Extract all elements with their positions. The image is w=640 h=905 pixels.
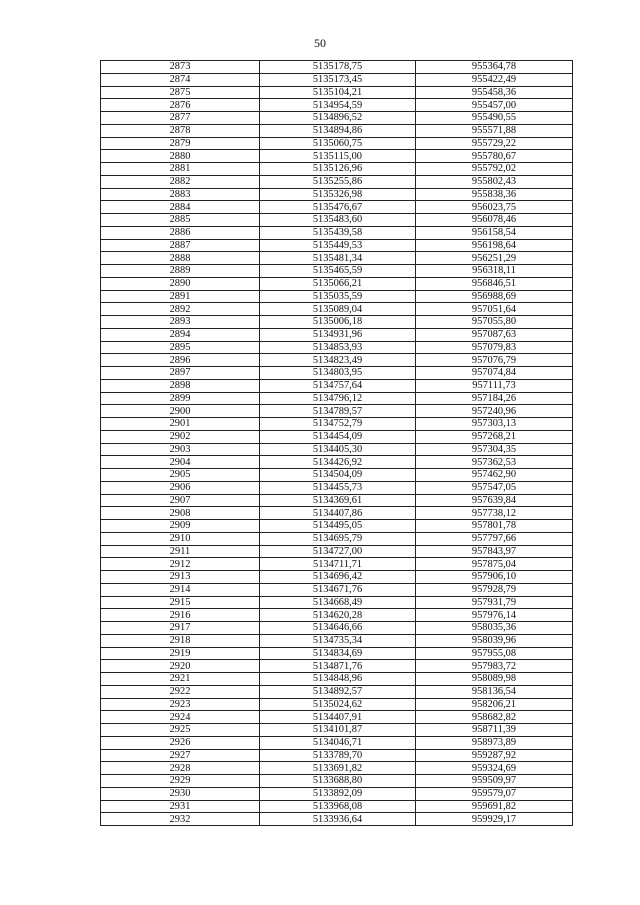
x-coordinate-cell: 5134954,59 <box>260 99 416 112</box>
table-row <box>101 124 573 137</box>
y-coordinate-cell: 955490,55 <box>416 112 573 125</box>
y-coordinate-cell: 956318,11 <box>416 265 573 278</box>
x-coordinate-cell: 5135104,21 <box>260 86 416 99</box>
table-row <box>101 418 573 431</box>
point-number-cell: 2882 <box>101 175 260 188</box>
x-coordinate-cell: 5134696,42 <box>260 571 416 584</box>
table-row <box>101 622 573 635</box>
point-number-cell: 2927 <box>101 749 260 762</box>
point-number-cell: 2895 <box>101 341 260 354</box>
point-number-cell: 2917 <box>101 622 260 635</box>
y-coordinate-cell: 955457,00 <box>416 99 573 112</box>
table-row <box>101 647 573 660</box>
point-number-cell: 2912 <box>101 558 260 571</box>
x-coordinate-cell: 5134407,86 <box>260 507 416 520</box>
table-row <box>101 430 573 443</box>
x-coordinate-cell: 5133691,82 <box>260 762 416 775</box>
table-row <box>101 265 573 278</box>
point-number-cell: 2879 <box>101 137 260 150</box>
x-coordinate-cell: 5134848,96 <box>260 673 416 686</box>
point-number-cell: 2887 <box>101 239 260 252</box>
x-coordinate-cell: 5135173,45 <box>260 73 416 86</box>
table-row <box>101 328 573 341</box>
point-number-cell: 2873 <box>101 61 260 74</box>
point-number-cell: 2891 <box>101 290 260 303</box>
table-row <box>101 379 573 392</box>
y-coordinate-cell: 958682,82 <box>416 711 573 724</box>
table-row <box>101 596 573 609</box>
table-row <box>101 583 573 596</box>
point-number-cell: 2888 <box>101 252 260 265</box>
y-coordinate-cell: 955802,43 <box>416 175 573 188</box>
y-coordinate-cell: 959287,92 <box>416 749 573 762</box>
table-row <box>101 99 573 112</box>
point-number-cell: 2892 <box>101 303 260 316</box>
point-number-cell: 2919 <box>101 647 260 660</box>
x-coordinate-cell: 5135006,18 <box>260 316 416 329</box>
point-number-cell: 2874 <box>101 73 260 86</box>
table-row <box>101 112 573 125</box>
table-row <box>101 456 573 469</box>
y-coordinate-cell: 956846,51 <box>416 277 573 290</box>
x-coordinate-cell: 5135476,67 <box>260 201 416 214</box>
point-number-cell: 2924 <box>101 711 260 724</box>
x-coordinate-cell: 5134896,52 <box>260 112 416 125</box>
y-coordinate-cell: 957076,79 <box>416 354 573 367</box>
table-row <box>101 277 573 290</box>
table-row <box>101 660 573 673</box>
y-coordinate-cell: 959579,07 <box>416 787 573 800</box>
y-coordinate-cell: 956078,46 <box>416 214 573 227</box>
y-coordinate-cell: 959929,17 <box>416 813 573 826</box>
table-row <box>101 469 573 482</box>
point-number-cell: 2893 <box>101 316 260 329</box>
x-coordinate-cell: 5134695,79 <box>260 532 416 545</box>
table-row <box>101 545 573 558</box>
point-number-cell: 2881 <box>101 163 260 176</box>
point-number-cell: 2907 <box>101 494 260 507</box>
y-coordinate-cell: 957184,26 <box>416 392 573 405</box>
x-coordinate-cell: 5133892,09 <box>260 787 416 800</box>
point-number-cell: 2931 <box>101 800 260 813</box>
table-row <box>101 507 573 520</box>
x-coordinate-cell: 5133688,80 <box>260 775 416 788</box>
table-row <box>101 494 573 507</box>
x-coordinate-cell: 5134671,76 <box>260 583 416 596</box>
table-row <box>101 800 573 813</box>
point-number-cell: 2876 <box>101 99 260 112</box>
point-number-cell: 2920 <box>101 660 260 673</box>
y-coordinate-cell: 958711,39 <box>416 724 573 737</box>
table-row <box>101 341 573 354</box>
x-coordinate-cell: 5134892,57 <box>260 685 416 698</box>
table-row <box>101 86 573 99</box>
x-coordinate-cell: 5134757,64 <box>260 379 416 392</box>
x-coordinate-cell: 5134646,66 <box>260 622 416 635</box>
table-row <box>101 354 573 367</box>
x-coordinate-cell: 5134789,57 <box>260 405 416 418</box>
point-number-cell: 2905 <box>101 469 260 482</box>
y-coordinate-cell: 957983,72 <box>416 660 573 673</box>
x-coordinate-cell: 5134620,28 <box>260 609 416 622</box>
y-coordinate-cell: 957547,05 <box>416 481 573 494</box>
point-number-cell: 2884 <box>101 201 260 214</box>
table-row <box>101 303 573 316</box>
table-row <box>101 609 573 622</box>
table-row <box>101 532 573 545</box>
table-row <box>101 736 573 749</box>
point-number-cell: 2915 <box>101 596 260 609</box>
point-number-cell: 2889 <box>101 265 260 278</box>
point-number-cell: 2899 <box>101 392 260 405</box>
y-coordinate-cell: 957111,73 <box>416 379 573 392</box>
x-coordinate-cell: 5134752,79 <box>260 418 416 431</box>
y-coordinate-cell: 957955,08 <box>416 647 573 660</box>
x-coordinate-cell: 5134853,93 <box>260 341 416 354</box>
point-number-cell: 2880 <box>101 150 260 163</box>
table-row <box>101 239 573 252</box>
point-number-cell: 2932 <box>101 813 260 826</box>
point-number-cell: 2909 <box>101 520 260 533</box>
point-number-cell: 2890 <box>101 277 260 290</box>
point-number-cell: 2885 <box>101 214 260 227</box>
table-row <box>101 316 573 329</box>
x-coordinate-cell: 5135255,86 <box>260 175 416 188</box>
point-number-cell: 2910 <box>101 532 260 545</box>
x-coordinate-cell: 5134369,61 <box>260 494 416 507</box>
table-row <box>101 711 573 724</box>
x-coordinate-cell: 5134931,96 <box>260 328 416 341</box>
point-number-cell: 2886 <box>101 226 260 239</box>
point-number-cell: 2877 <box>101 112 260 125</box>
y-coordinate-cell: 958039,96 <box>416 634 573 647</box>
table-row <box>101 443 573 456</box>
y-coordinate-cell: 955792,02 <box>416 163 573 176</box>
x-coordinate-cell: 5135115,00 <box>260 150 416 163</box>
x-coordinate-cell: 5134834,69 <box>260 647 416 660</box>
x-coordinate-cell: 5134894,86 <box>260 124 416 137</box>
y-coordinate-cell: 956023,75 <box>416 201 573 214</box>
point-number-cell: 2921 <box>101 673 260 686</box>
x-coordinate-cell: 5135060,75 <box>260 137 416 150</box>
y-coordinate-cell: 957240,96 <box>416 405 573 418</box>
table-row <box>101 367 573 380</box>
x-coordinate-cell: 5133968,08 <box>260 800 416 813</box>
y-coordinate-cell: 957801,78 <box>416 520 573 533</box>
x-coordinate-cell: 5135126,96 <box>260 163 416 176</box>
x-coordinate-cell: 5134405,30 <box>260 443 416 456</box>
y-coordinate-cell: 957304,35 <box>416 443 573 456</box>
point-number-cell: 2875 <box>101 86 260 99</box>
y-coordinate-cell: 957976,14 <box>416 609 573 622</box>
point-number-cell: 2922 <box>101 685 260 698</box>
x-coordinate-cell: 5135483,60 <box>260 214 416 227</box>
table-row <box>101 150 573 163</box>
point-number-cell: 2908 <box>101 507 260 520</box>
y-coordinate-cell: 958035,36 <box>416 622 573 635</box>
y-coordinate-cell: 957639,84 <box>416 494 573 507</box>
point-number-cell: 2903 <box>101 443 260 456</box>
y-coordinate-cell: 958973,89 <box>416 736 573 749</box>
table-row <box>101 226 573 239</box>
y-coordinate-cell: 959691,82 <box>416 800 573 813</box>
x-coordinate-cell: 5134803,95 <box>260 367 416 380</box>
table-row <box>101 558 573 571</box>
x-coordinate-cell: 5134407,91 <box>260 711 416 724</box>
point-number-cell: 2897 <box>101 367 260 380</box>
x-coordinate-cell: 5134796,12 <box>260 392 416 405</box>
x-coordinate-cell: 5133936,64 <box>260 813 416 826</box>
x-coordinate-cell: 5134711,71 <box>260 558 416 571</box>
x-coordinate-cell: 5134426,92 <box>260 456 416 469</box>
y-coordinate-cell: 957906,10 <box>416 571 573 584</box>
y-coordinate-cell: 955729,22 <box>416 137 573 150</box>
x-coordinate-cell: 5135024,62 <box>260 698 416 711</box>
y-coordinate-cell: 957928,79 <box>416 583 573 596</box>
x-coordinate-cell: 5134871,76 <box>260 660 416 673</box>
table-row <box>101 571 573 584</box>
x-coordinate-cell: 5134504,09 <box>260 469 416 482</box>
y-coordinate-cell: 955571,88 <box>416 124 573 137</box>
point-number-cell: 2878 <box>101 124 260 137</box>
table-row <box>101 201 573 214</box>
point-number-cell: 2894 <box>101 328 260 341</box>
point-number-cell: 2923 <box>101 698 260 711</box>
y-coordinate-cell: 957362,53 <box>416 456 573 469</box>
table-row <box>101 673 573 686</box>
x-coordinate-cell: 5135481,34 <box>260 252 416 265</box>
y-coordinate-cell: 957843,97 <box>416 545 573 558</box>
y-coordinate-cell: 957931,79 <box>416 596 573 609</box>
point-number-cell: 2930 <box>101 787 260 800</box>
table-row <box>101 175 573 188</box>
point-number-cell: 2916 <box>101 609 260 622</box>
x-coordinate-cell: 5135465,59 <box>260 265 416 278</box>
x-coordinate-cell: 5135439,58 <box>260 226 416 239</box>
table-row <box>101 813 573 826</box>
table-row <box>101 698 573 711</box>
point-number-cell: 2883 <box>101 188 260 201</box>
table-row <box>101 762 573 775</box>
y-coordinate-cell: 957074,84 <box>416 367 573 380</box>
y-coordinate-cell: 955780,67 <box>416 150 573 163</box>
y-coordinate-cell: 955422,49 <box>416 73 573 86</box>
table-row <box>101 685 573 698</box>
point-number-cell: 2918 <box>101 634 260 647</box>
point-number-cell: 2926 <box>101 736 260 749</box>
y-coordinate-cell: 957797,66 <box>416 532 573 545</box>
point-number-cell: 2911 <box>101 545 260 558</box>
point-number-cell: 2896 <box>101 354 260 367</box>
x-coordinate-cell: 5134455,73 <box>260 481 416 494</box>
y-coordinate-cell: 958206,21 <box>416 698 573 711</box>
point-number-cell: 2906 <box>101 481 260 494</box>
y-coordinate-cell: 957051,64 <box>416 303 573 316</box>
table-row <box>101 787 573 800</box>
table-row <box>101 290 573 303</box>
point-number-cell: 2900 <box>101 405 260 418</box>
table-row <box>101 73 573 86</box>
point-number-cell: 2929 <box>101 775 260 788</box>
page-number: 50 <box>314 36 326 50</box>
table-row <box>101 520 573 533</box>
table-row <box>101 61 573 74</box>
coordinates-table-body <box>101 61 573 826</box>
point-number-cell: 2898 <box>101 379 260 392</box>
y-coordinate-cell: 956158,54 <box>416 226 573 239</box>
x-coordinate-cell: 5133789,70 <box>260 749 416 762</box>
y-coordinate-cell: 957087,63 <box>416 328 573 341</box>
x-coordinate-cell: 5134046,71 <box>260 736 416 749</box>
y-coordinate-cell: 955364,78 <box>416 61 573 74</box>
x-coordinate-cell: 5135449,53 <box>260 239 416 252</box>
x-coordinate-cell: 5135089,04 <box>260 303 416 316</box>
x-coordinate-cell: 5134101,87 <box>260 724 416 737</box>
table-row <box>101 188 573 201</box>
table-row <box>101 749 573 762</box>
x-coordinate-cell: 5134668,49 <box>260 596 416 609</box>
table-row <box>101 405 573 418</box>
y-coordinate-cell: 955458,36 <box>416 86 573 99</box>
y-coordinate-cell: 958089,98 <box>416 673 573 686</box>
point-number-cell: 2925 <box>101 724 260 737</box>
table-row <box>101 252 573 265</box>
y-coordinate-cell: 957738,12 <box>416 507 573 520</box>
y-coordinate-cell: 955838,36 <box>416 188 573 201</box>
x-coordinate-cell: 5135066,21 <box>260 277 416 290</box>
y-coordinate-cell: 956988,69 <box>416 290 573 303</box>
y-coordinate-cell: 957875,04 <box>416 558 573 571</box>
x-coordinate-cell: 5135178,75 <box>260 61 416 74</box>
y-coordinate-cell: 958136,54 <box>416 685 573 698</box>
table-row <box>101 214 573 227</box>
point-number-cell: 2904 <box>101 456 260 469</box>
table-row <box>101 634 573 647</box>
table-row <box>101 392 573 405</box>
point-number-cell: 2928 <box>101 762 260 775</box>
y-coordinate-cell: 957462,90 <box>416 469 573 482</box>
y-coordinate-cell: 959324,69 <box>416 762 573 775</box>
point-number-cell: 2901 <box>101 418 260 431</box>
point-number-cell: 2913 <box>101 571 260 584</box>
y-coordinate-cell: 956251,29 <box>416 252 573 265</box>
y-coordinate-cell: 959509,97 <box>416 775 573 788</box>
y-coordinate-cell: 957055,80 <box>416 316 573 329</box>
y-coordinate-cell: 957079,83 <box>416 341 573 354</box>
point-number-cell: 2914 <box>101 583 260 596</box>
table-row <box>101 481 573 494</box>
y-coordinate-cell: 957303,13 <box>416 418 573 431</box>
x-coordinate-cell: 5134454,09 <box>260 430 416 443</box>
y-coordinate-cell: 956198,64 <box>416 239 573 252</box>
table-row <box>101 137 573 150</box>
x-coordinate-cell: 5135326,98 <box>260 188 416 201</box>
y-coordinate-cell: 957268,21 <box>416 430 573 443</box>
table-row <box>101 724 573 737</box>
x-coordinate-cell: 5134735,34 <box>260 634 416 647</box>
x-coordinate-cell: 5135035,59 <box>260 290 416 303</box>
coordinates-table <box>100 60 573 826</box>
table-row <box>101 163 573 176</box>
x-coordinate-cell: 5134727,00 <box>260 545 416 558</box>
point-number-cell: 2902 <box>101 430 260 443</box>
table-row <box>101 775 573 788</box>
x-coordinate-cell: 5134495,05 <box>260 520 416 533</box>
x-coordinate-cell: 5134823,49 <box>260 354 416 367</box>
